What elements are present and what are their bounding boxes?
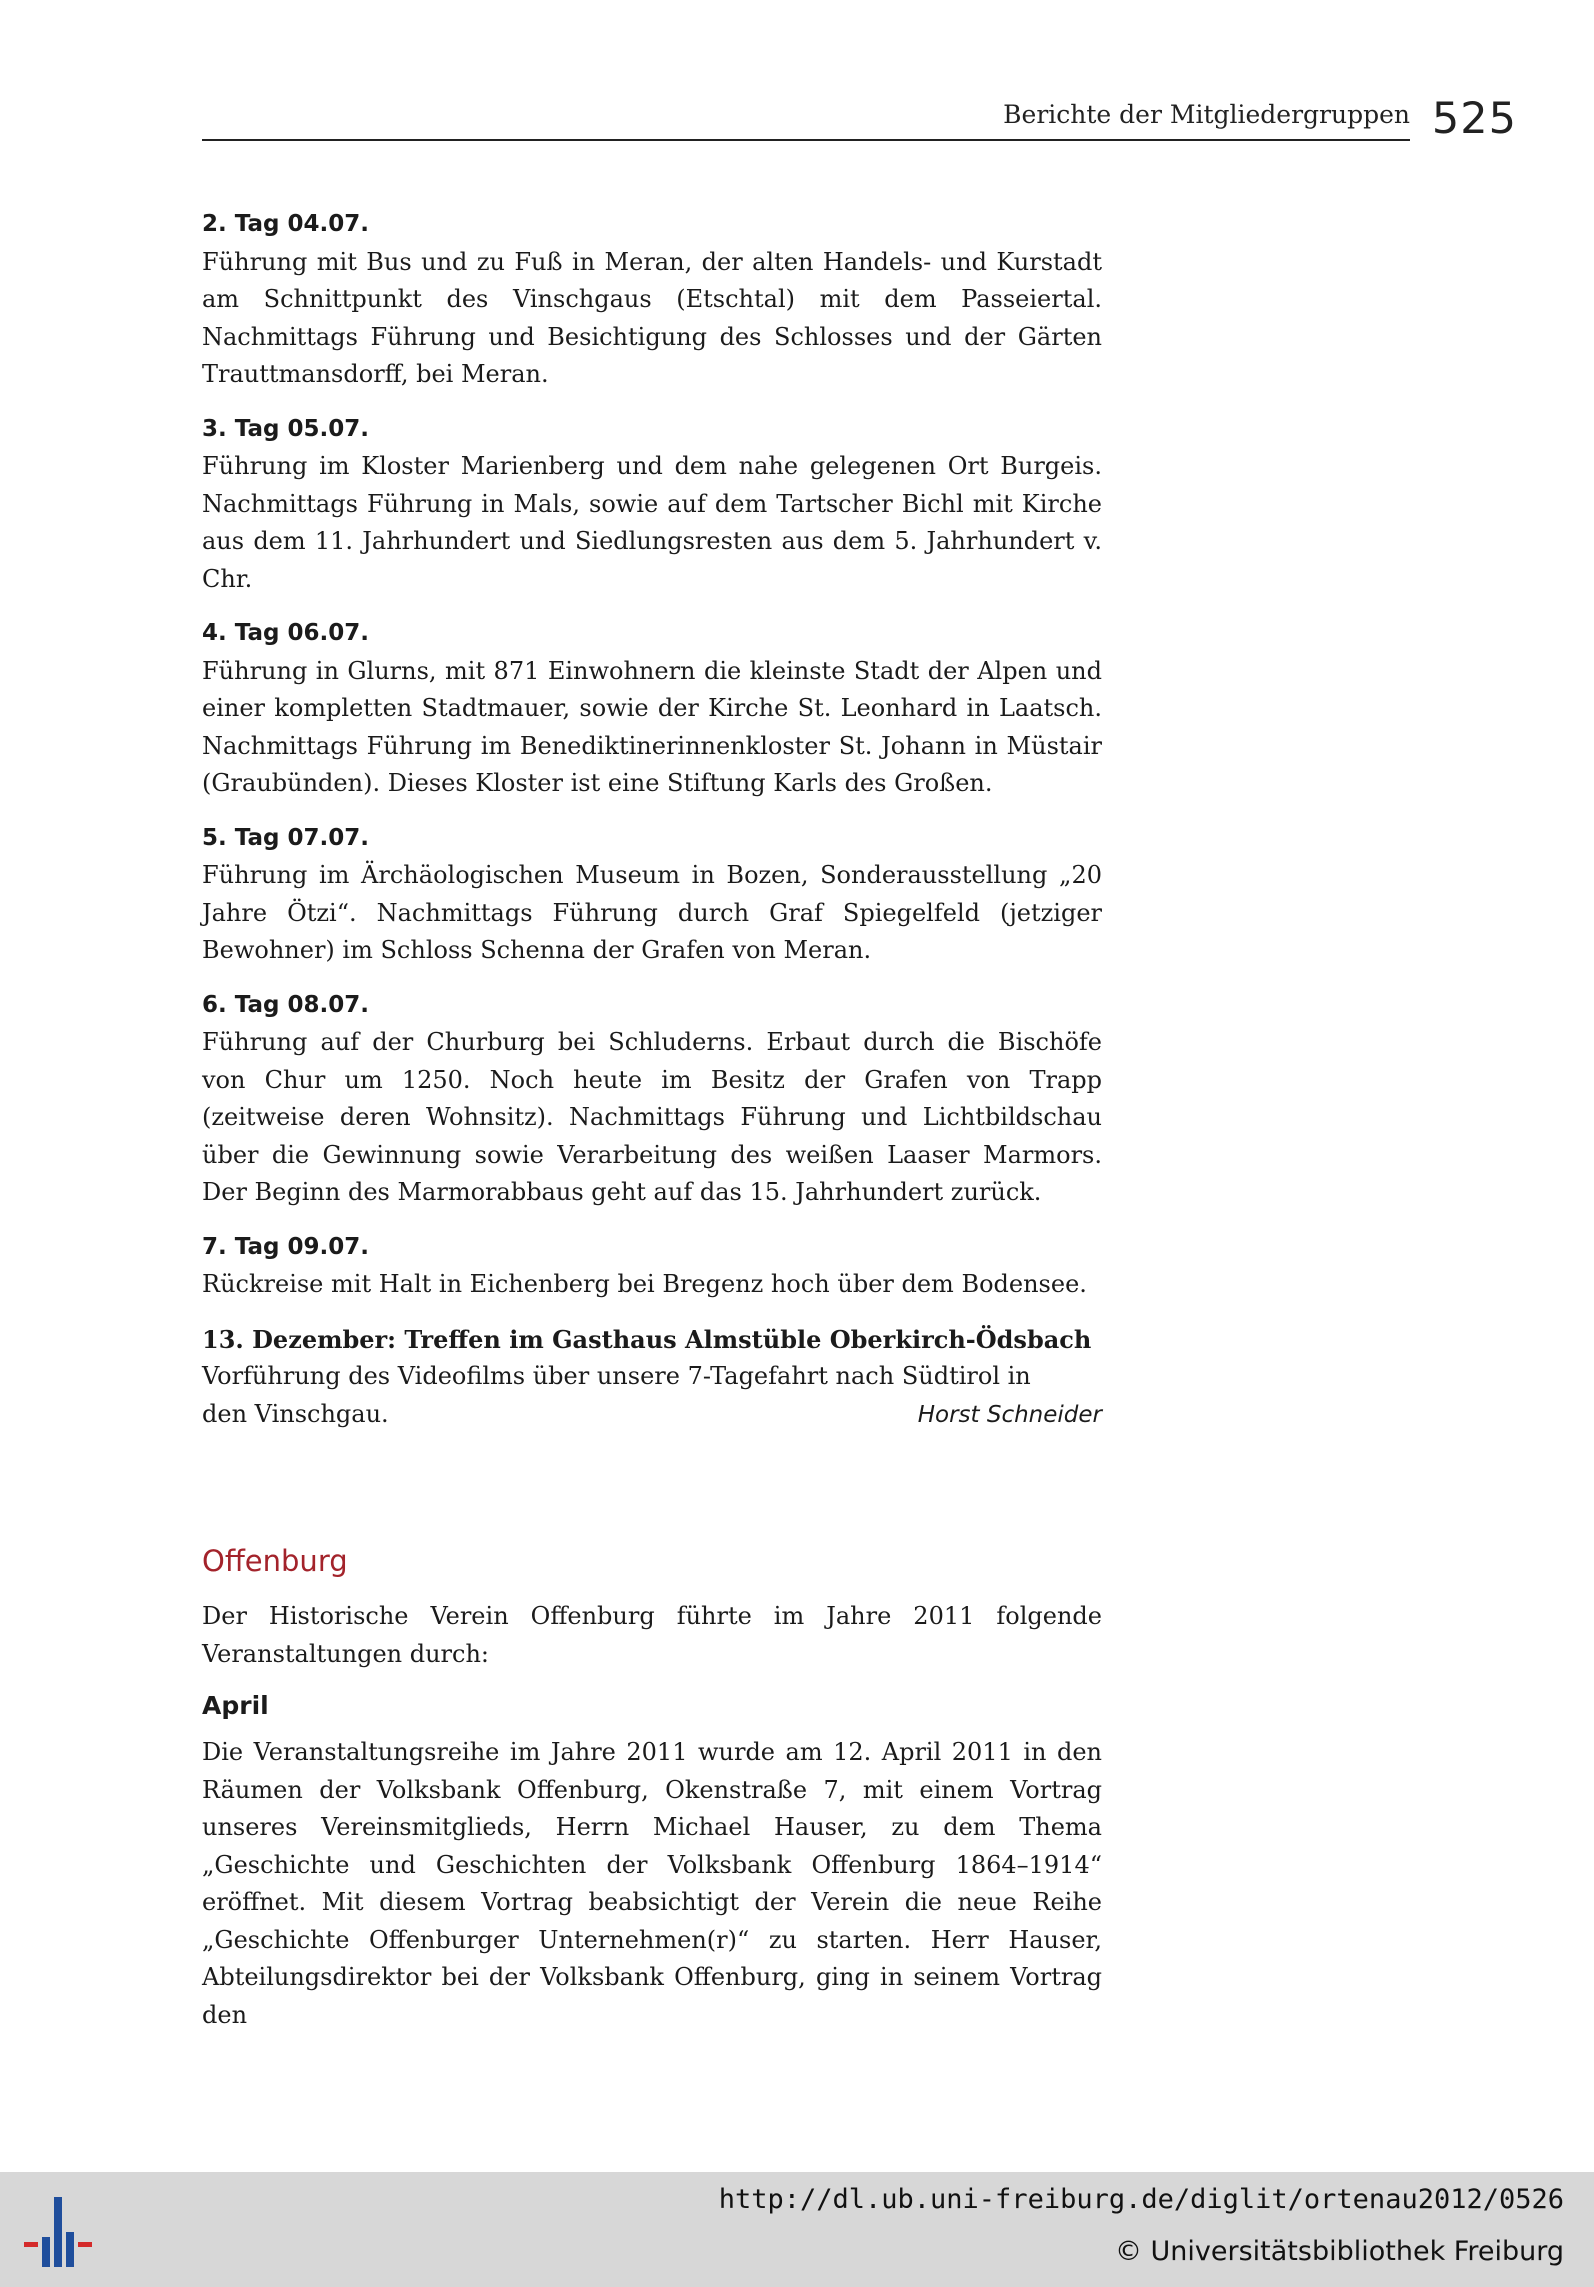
page-number: 525 — [1431, 94, 1517, 144]
day-text: Führung im Kloster Marienberg und dem nahe gelegenen Ort Burgeis. Nachmittags Führung in Mals, sowie auf dem Tartscher Bichl mit Kirche aus dem 11. Jahrhundert und Siedlungsresten aus dem 5. Jahrhundert v. Chr. — [202, 452, 1102, 593]
month-text: Die Veranstaltungsreihe im Jahre 2011 wurde am 12. April 2011 in den Räumen der Volksbank Offenburg, Okenstraße 7, mit einem Vortrag unseres Vereinsmitglieds, Herrn Michael Hauser, zu dem Thema „Geschichte und Geschichten der Volksbank Offenburg 1864–1914“ eröffnet. Mit diesem Vortrag beabsichtigt der Verein die neue Reihe „Geschichte Offenburger Unternehmen(r)“ zu starten. Herr Hauser, Abteilungsdirektor bei der Volksbank Offenburg, ging in seinem Vortrag den — [202, 1738, 1102, 2029]
section-intro: Der Historische Verein Offenburg führte im Jahre 2011 folgende Veranstaltungen durch: — [202, 1602, 1102, 1668]
footer-bar — [0, 2172, 1594, 2287]
event-text-last-line — [202, 1396, 1102, 1435]
day-text: Führung auf der Churburg bei Schluderns. Erbaut durch die Bischöfe von Chur um 1250. Noch heute im Besitz der Grafen von Trapp (zeitweise deren Wohnsitz). Nachmittags Führung und Lichtbildschau über die Gewinnung sowie Verarbeitung des weißen Laaser Marmors. Der Beginn des Marmorabbaus geht auf das 15. Jahrhundert zurück. — [202, 1028, 1102, 1206]
author-signature: Horst Schneider — [917, 1401, 1102, 1428]
running-header-title: Berichte der Mitgliedergruppen — [1003, 100, 1410, 129]
copyright-notice: © Universitätsbibliothek Freiburg — [1114, 2236, 1564, 2267]
day-heading: 3. Tag 05.07. — [202, 415, 369, 442]
day-text: Führung mit Bus und zu Fuß in Meran, der alten Handels- und Kurstadt am Schnittpunkt des Vinschgaus (Etschtal) mit dem Passeiertal. Nachmittags Führung und Besichtigung des Schlosses und der Gärten Trauttmansdorff, bei Meran. — [202, 247, 1102, 388]
day-entry — [202, 411, 1102, 599]
section-title: Offenburg — [202, 1544, 348, 1578]
day-heading: 2. Tag 04.07. — [202, 211, 369, 237]
event-text-end: den Vinschgau. — [202, 1399, 389, 1428]
day-entry — [202, 1229, 1102, 1304]
offenburg-section — [202, 1544, 1102, 2034]
day-heading: 4. Tag 06.07. — [202, 620, 369, 646]
day-text: Rückreise mit Halt in Eichenberg bei Bregenz hoch über dem Bodensee. — [202, 1270, 1087, 1298]
library-logo-icon — [22, 2192, 102, 2272]
december-entry — [202, 1321, 1102, 1435]
day-heading: 7. Tag 09.07. — [202, 1233, 369, 1260]
month-heading: April — [202, 1691, 269, 1720]
day-entry — [202, 987, 1102, 1212]
day-heading: 6. Tag 08.07. — [202, 991, 369, 1018]
header-rule — [202, 139, 1410, 141]
day-entry — [202, 820, 1102, 970]
main-content — [202, 206, 1102, 2051]
day-text: Führung in Glurns, mit 871 Einwohnern die kleinste Stadt der Alpen und einer kompletten Stadtmauer, sowie der Kirche St. Leonhard in Laatsch. Nachmittags Führung im Benediktinerinnenkloster St. Johann in Müstair (Graubünden). Dieses Kloster ist eine Stiftung Karls des Großen. — [202, 656, 1102, 797]
source-url[interactable]: http://dl.ub.uni-freiburg.de/diglit/ortenau2012/0526 — [718, 2184, 1564, 2215]
day-heading: 5. Tag 07.07. — [202, 824, 369, 851]
day-entry — [202, 615, 1102, 803]
event-heading: 13. Dezember: Treffen im Gasthaus Almstüble Oberkirch-Ödsbach — [202, 1324, 1092, 1354]
day-entry — [202, 206, 1102, 394]
day-text: Führung im Ärchäologischen Museum in Bozen, Sonderausstellung „20 Jahre Ötzi“. Nachmittags Führung durch Graf Spiegelfeld (jetziger Bewohner) im Schloss Schenna der Grafen von Meran. — [202, 861, 1102, 964]
event-text: Vorführung des Videofilms über unsere 7-Tagefahrt nach Südtirol in — [202, 1362, 1031, 1390]
